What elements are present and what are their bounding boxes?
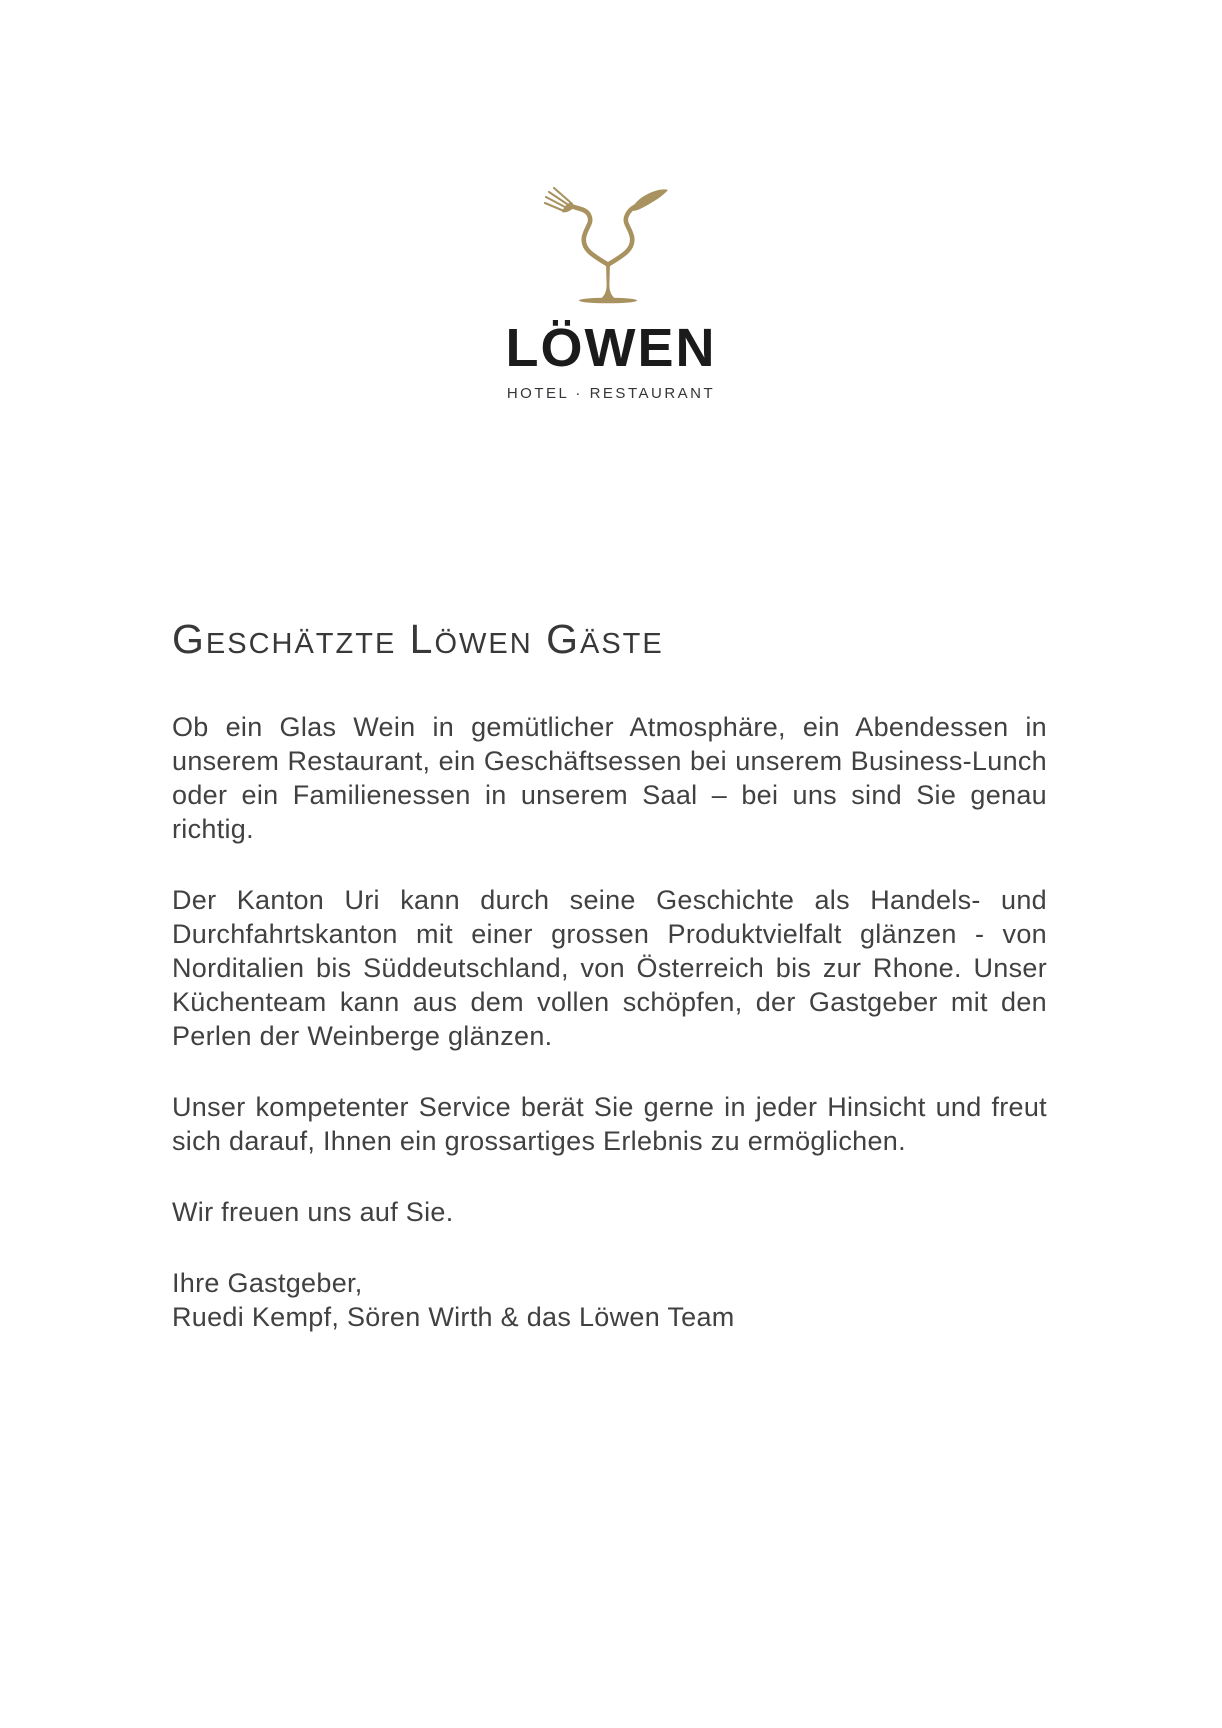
paragraph-welcome: Ob ein Glas Wein in gemütlicher Atmosphäre, ein Abendessen in unserem Restaurant, ein Geschäftsessen bei unserem Business-Lunch oder ein Familienessen in unserem Saal – bei uns sind Sie genau richtig.	[172, 712, 1047, 844]
letter-body	[0, 616, 1222, 1334]
paragraph-region: Der Kanton Uri kann durch seine Geschichte als Handels- und Durchfahrtskanton mit einer grossen Produktvielfalt glänzen - von Norditalien bis Süddeutschland, von Österreich bis zur Rhone. Unser Küchenteam kann aus dem vollen schöpfen, der Gastgeber mit den Perlen der Weinberge glänzen.	[172, 885, 1047, 1051]
logo	[0, 0, 1222, 401]
signature	[172, 1266, 1047, 1334]
paragraph-service: Unser kompetenter Service berät Sie gerne in jeder Hinsicht und freut sich darauf, Ihnen ein grossartiges Erlebnis zu ermöglichen.	[172, 1092, 1047, 1156]
page-title: Geschätzte Löwen Gäste	[172, 616, 664, 662]
logo-wordmark: LÖWEN	[505, 318, 717, 378]
logo-subtitle: HOTEL · RESTAURANT	[506, 385, 716, 402]
signature-line-2: Ruedi Kempf, Sören Wirth & das Löwen Team	[172, 1302, 735, 1332]
fork-knife-wineglass-icon	[536, 181, 686, 313]
signature-line-1: Ihre Gastgeber,	[172, 1268, 363, 1298]
paragraph-greeting: Wir freuen uns auf Sie.	[172, 1197, 454, 1227]
